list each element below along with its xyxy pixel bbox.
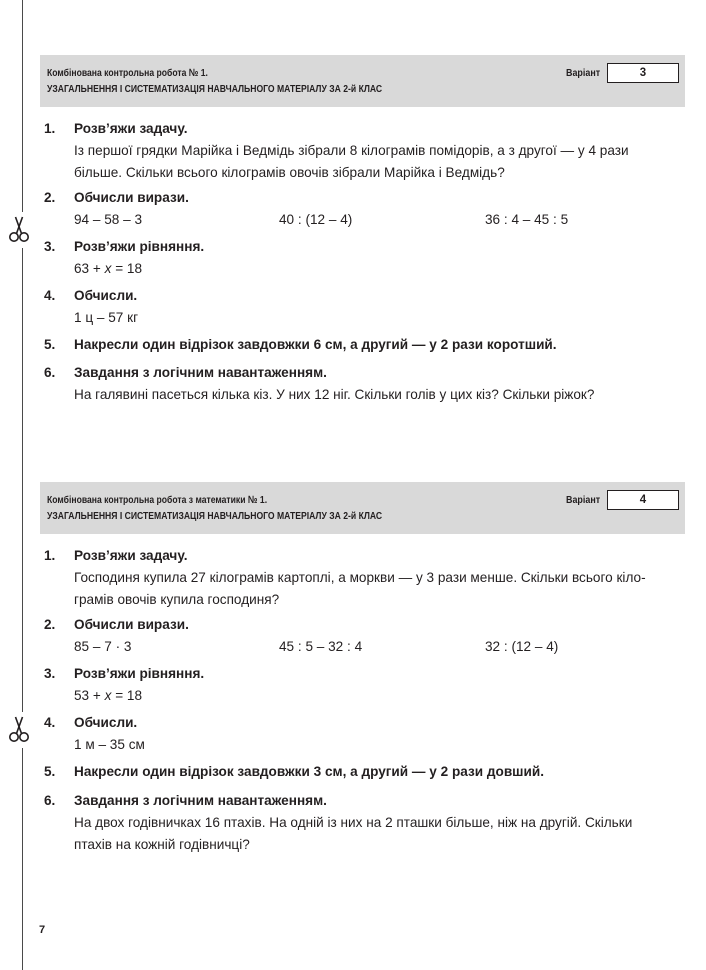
- task-number: 3.: [44, 239, 56, 254]
- task-number: 1.: [44, 548, 56, 563]
- task-number: 3.: [44, 666, 56, 681]
- test-title: Комбінована контрольна робота № 1.: [47, 67, 208, 79]
- equation-left: 53 +: [74, 688, 105, 703]
- scissors-icon: [4, 212, 34, 248]
- task-5: [44, 334, 689, 356]
- task-number: 2.: [44, 190, 56, 205]
- variant-number-box: 4: [607, 490, 679, 510]
- equation-left: 63 +: [74, 261, 105, 276]
- equation-right: = 18: [111, 688, 143, 703]
- expressions-row: [74, 636, 689, 658]
- task-title: Обчисли.: [74, 715, 138, 730]
- task-title: Розв’яжи рівняння.: [74, 239, 205, 254]
- variant-label: Варіант: [565, 67, 600, 79]
- task-3: [44, 236, 689, 280]
- task-title: Розв’яжи задачу.: [74, 121, 188, 136]
- task-text: На галявині пасеться кілька кіз. У них 12 ніг. Скільки голів у цих кіз? Скільки ріжок?: [74, 387, 595, 402]
- task-text: 1 м – 35 см: [74, 737, 145, 752]
- task-title: Обчисли вирази.: [74, 190, 189, 205]
- equation-right: = 18: [111, 261, 143, 276]
- equation: [74, 258, 689, 280]
- test-header: [40, 482, 685, 534]
- task-number: 5.: [44, 764, 56, 779]
- equation: [74, 685, 689, 707]
- test-title: Комбінована контрольна робота з математики № 1.: [47, 494, 268, 506]
- task-number: 1.: [44, 121, 56, 136]
- task-number: 5.: [44, 337, 56, 352]
- page-number: 7: [39, 924, 46, 936]
- cut-line: [22, 0, 23, 970]
- task-title: Завдання з логічним навантаженням.: [74, 793, 327, 808]
- task-text: 1 ц – 57 кг: [74, 310, 139, 325]
- task-2: [44, 187, 689, 231]
- expression: 85 – 7 · 3: [74, 639, 132, 654]
- task-4: [44, 712, 689, 756]
- expression: 94 – 58 – 3: [74, 212, 143, 227]
- task-1: [44, 118, 689, 184]
- equation-variable: x: [104, 261, 112, 276]
- expressions-row: [74, 209, 689, 231]
- task-6: [44, 362, 689, 406]
- scissors-icon: [4, 712, 34, 748]
- task-number: 4.: [44, 288, 56, 303]
- task-title: Розв’яжи рівняння.: [74, 666, 205, 681]
- task-title: Завдання з логічним навантаженням.: [74, 365, 327, 380]
- task-4: [44, 285, 689, 329]
- task-text: На двох годівничках 16 птахів. На одній із них на 2 пташки більше, ніж на другій. Скільки: [74, 815, 633, 830]
- task-number: 4.: [44, 715, 56, 730]
- variant-label: Варіант: [565, 494, 600, 506]
- test-header: [40, 55, 685, 107]
- task-title: Обчисли.: [74, 288, 138, 303]
- test-subtitle: УЗАГАЛЬНЕННЯ І СИСТЕМАТИЗАЦІЯ НАВЧАЛЬНОГО МАТЕРІАЛУ ЗА 2-й КЛАС: [47, 510, 383, 522]
- task-text: Із першої грядки Марійка і Ведмідь зібрали 8 кілограмів помідорів, а з другої — у 4 рази: [74, 143, 629, 158]
- variant-number-box: 3: [607, 63, 679, 83]
- task-text: Господиня купила 27 кілограмів картоплі, а моркви — у 3 рази менше. Скільки всього кіло-: [74, 570, 646, 585]
- task-title: Розв’яжи задачу.: [74, 548, 188, 563]
- equation-variable: x: [104, 688, 112, 703]
- task-title: Накресли один відрізок завдовжки 6 см, а другий — у 2 рази коротший.: [74, 337, 557, 352]
- expression: 32 : (12 – 4): [485, 639, 559, 654]
- task-number: 6.: [44, 793, 56, 808]
- task-text: більше. Скільки всього кілограмів овочів зібрали Марійка і Ведмідь?: [74, 165, 505, 180]
- task-5: [44, 761, 689, 783]
- task-number: 2.: [44, 617, 56, 632]
- task-3: [44, 663, 689, 707]
- task-title: Обчисли вирази.: [74, 617, 189, 632]
- expression: 40 : (12 – 4): [279, 212, 353, 227]
- test-subtitle: УЗАГАЛЬНЕННЯ І СИСТЕМАТИЗАЦІЯ НАВЧАЛЬНОГО МАТЕРІАЛУ ЗА 2-й КЛАС: [47, 83, 383, 95]
- task-text: птахів на кожній годівничці?: [74, 837, 250, 852]
- task-text: грамів овочів купила господиня?: [74, 592, 280, 607]
- task-title: Накресли один відрізок завдовжки 3 см, а другий — у 2 рази довший.: [74, 764, 544, 779]
- task-number: 6.: [44, 365, 56, 380]
- task-2: [44, 614, 689, 658]
- expression: 36 : 4 – 45 : 5: [485, 212, 569, 227]
- task-1: [44, 545, 689, 611]
- expression: 45 : 5 – 32 : 4: [279, 639, 363, 654]
- task-6: [44, 790, 689, 856]
